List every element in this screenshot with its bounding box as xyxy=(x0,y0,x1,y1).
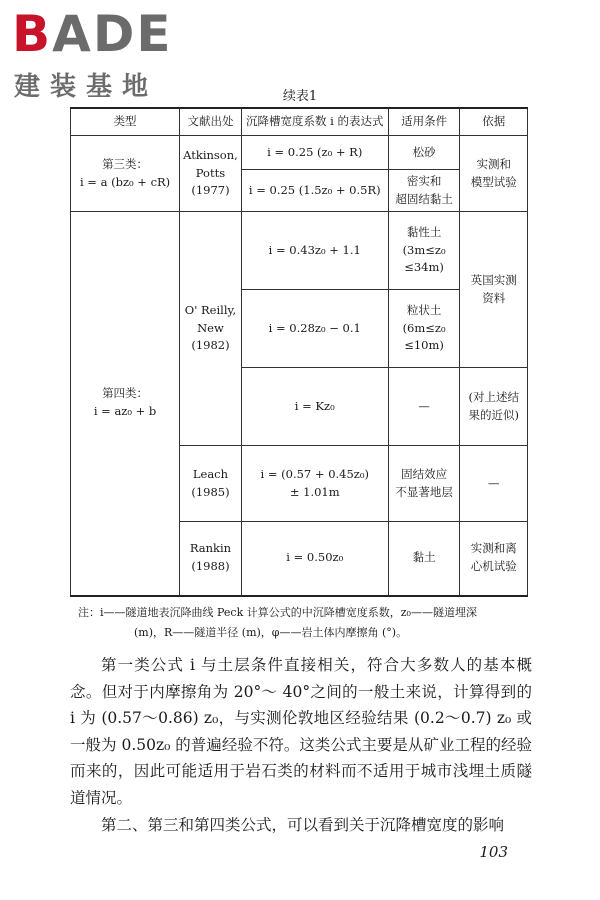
type4-cell: 第四类： i = az₀ + b xyxy=(71,212,180,596)
logo-subtitle: 建装基地 xyxy=(14,72,159,102)
type3-cell: 第三类： i = a (bz₀ + cR) xyxy=(71,136,180,212)
condition-cell: 粒状土 (6m≤z₀ ≤10m) xyxy=(388,290,460,368)
formula-cell: i = 0.28z₀ − 0.1 xyxy=(241,290,388,368)
table-header-row xyxy=(71,108,528,136)
formula-cell: i = 0.25 (1.5z₀ + 0.5R) xyxy=(241,170,388,212)
data-table xyxy=(70,107,528,597)
oreilly-source-cell: O' Reilly, New (1982) xyxy=(180,212,242,446)
condition-cell: 密实和 超固结黏土 xyxy=(388,170,460,212)
basis-cell: 实测和 模型试验 xyxy=(460,136,528,212)
page-number: 103 xyxy=(479,843,508,861)
condition-cell: 黏性土 (3m≤z₀ ≤34m) xyxy=(388,212,460,290)
formula-cell: i = 0.50z₀ xyxy=(241,522,388,596)
body-text xyxy=(70,652,532,838)
table-row xyxy=(71,212,528,290)
formula-cell: i = Kz₀ xyxy=(241,368,388,446)
table-row xyxy=(71,136,528,170)
basis-cell: 英国实测 资料 xyxy=(460,212,528,368)
formula-cell: i = 0.43z₀ + 1.1 xyxy=(241,212,388,290)
leach-source-cell: Leach (1985) xyxy=(180,446,242,522)
note-line: (m)，R——隧道半径 (m)，φ——岩土体内摩擦角 (°)。 xyxy=(134,626,408,639)
condition-cell: 固结效应 不显著地层 xyxy=(388,446,460,522)
basis-cell: (对上述结 果的近似) xyxy=(460,368,528,446)
logo-wordmark: BADE xyxy=(12,5,173,63)
header-type: 类型 xyxy=(71,108,180,136)
table-note xyxy=(78,603,548,643)
paragraph: 第一类公式 i 与土层条件直接相关，符合大多数人的基本概念。但对于内摩擦角为 20°～ 40°之间的一般土来说，计算得到的 i 为 (0.57～0.86) z₀，与实测伦敦地区经验结果 (0.2～0.7) z₀ 或一般为 0.50z₀ 的普遍经验不符。这类公式主要是从矿业工程的经验而来的，因此可能适用于岩石类的材料而不适用于城市浅埋土质隧道情况。 xyxy=(70,656,532,807)
rankin-source-cell: Rankin (1988) xyxy=(180,522,242,596)
formula-cell: i = 0.25 (z₀ + R) xyxy=(241,136,388,170)
table-caption: 续表1 xyxy=(282,89,318,104)
note-line: 注：i——隧道地表沉降曲线 Peck 计算公式的中沉降槽宽度系数，z₀——隧道埋深 xyxy=(78,606,477,619)
paragraph: 第二、第三和第四类公式，可以看到关于沉降槽宽度的影响 xyxy=(101,815,505,834)
condition-cell: 黏土 xyxy=(388,522,460,596)
formula-cell: i = (0.57 + 0.45z₀) ± 1.01m xyxy=(241,446,388,522)
header-basis: 依据 xyxy=(460,108,528,136)
basis-cell: — xyxy=(460,446,528,522)
atkinson-source-cell: Atkinson, Potts (1977) xyxy=(180,136,242,212)
condition-cell: — xyxy=(388,368,460,446)
basis-cell: 实测和离 心机试验 xyxy=(460,522,528,596)
condition-cell: 松砂 xyxy=(388,136,460,170)
header-source: 文献出处 xyxy=(180,108,242,136)
header-condition: 适用条件 xyxy=(388,108,460,136)
header-formula: 沉降槽宽度系数 i 的表达式 xyxy=(241,108,388,136)
